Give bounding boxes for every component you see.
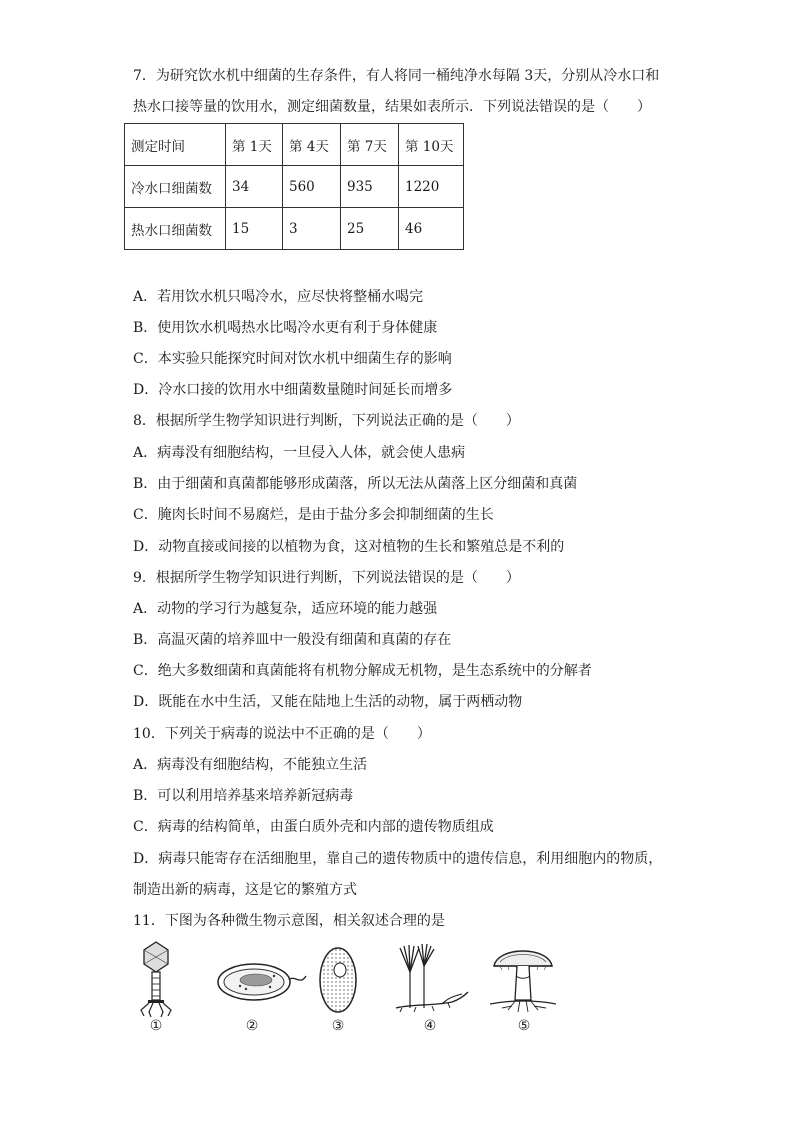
q10-option-c: C．病毒的结构简单，由蛋白质外壳和内部的遗传物质组成 [133, 819, 494, 835]
q10-option-a: A．病毒没有细胞结构，不能独立生活 [133, 757, 368, 773]
q9-stem: 9．根据所学生物学知识进行判断，下列说法错误的是（ ） [133, 570, 520, 586]
table-header-cell: 第 1天 [226, 124, 283, 166]
q7-option-b: B．使用饮水机喝热水比喝冷水更有利于身体健康 [133, 320, 438, 336]
bacteria-count-table [124, 123, 464, 250]
yeast-illustration [318, 944, 358, 1016]
q9-option-a: A．动物的学习行为越复杂，适应环境的能力越强 [133, 601, 438, 617]
q9-option-c: C．绝大多数细菌和真菌能将有机物分解成无机物，是生态系统中的分解者 [133, 663, 592, 679]
figure-label-4: ④ [423, 1018, 437, 1034]
q8-option-a: A．病毒没有细胞结构，一旦侵入人体，就会使人患病 [133, 445, 466, 461]
figure-label-2: ② [245, 1018, 259, 1034]
table-cell: 560 [283, 166, 341, 208]
q10-option-d-line1: D．病毒只能寄存在活细胞里，靠自己的遗传物质中的遗传信息，利用细胞内的物质， [133, 851, 663, 867]
q10-option-d-line2: 制造出新的病毒，这是它的繁殖方式 [133, 882, 357, 898]
q10-stem: 10．下列关于病毒的说法中不正确的是（ ） [133, 726, 431, 742]
q8-option-d: D．动物直接或间接的以植物为食，这对植物的生长和繁殖总是不利的 [133, 539, 565, 555]
table-header-cell: 第 10天 [399, 124, 464, 166]
table-cell: 1220 [399, 166, 464, 208]
table-cell: 3 [283, 208, 341, 250]
table-header-row [125, 124, 464, 166]
table-cell: 冷水口细菌数 [125, 166, 226, 208]
q7-stem-line2: 热水口接等量的饮用水，测定细菌数量，结果如表所示．下列说法错误的是（ ） [133, 99, 651, 115]
q10-option-b: B．可以利用培养基来培养新冠病毒 [133, 788, 354, 804]
q11-stem: 11．下图为各种微生物示意图，相关叙述合理的是 [133, 913, 445, 929]
mushroom-illustration [490, 942, 556, 1014]
figure-label-3: ③ [331, 1018, 345, 1034]
table-header-cell: 第 4天 [283, 124, 341, 166]
q7-option-a: A．若用饮水机只喝冷水，应尽快将整桶水喝完 [133, 289, 424, 305]
table-row [125, 166, 464, 208]
table-header-cell: 第 7天 [341, 124, 399, 166]
microorganism-figure [130, 940, 550, 1035]
q9-option-b: B．高温灭菌的培养皿中一般没有细菌和真菌的存在 [133, 632, 452, 648]
q9-option-d: D．既能在水中生活，又能在陆地上生活的动物，属于两栖动物 [133, 694, 523, 710]
table-header-cell: 测定时间 [125, 124, 226, 166]
table-cell: 热水口细菌数 [125, 208, 226, 250]
table-row [125, 208, 464, 250]
virus-illustration [136, 940, 176, 1018]
table-cell: 46 [399, 208, 464, 250]
bacterium-illustration [216, 956, 308, 1006]
q7-option-d: D．冷水口接的饮用水中细菌数量随时间延长而增多 [133, 382, 453, 398]
q7-stem-line1: 7．为研究饮水机中细菌的生存条件，有人将同一桶纯净水每隔 3天，分别从冷水口和 [133, 68, 660, 84]
mold-illustration [392, 944, 472, 1014]
q8-option-b: B．由于细菌和真菌都能够形成菌落，所以无法从菌落上区分细菌和真菌 [133, 476, 578, 492]
table-cell: 935 [341, 166, 399, 208]
table-cell: 25 [341, 208, 399, 250]
figure-label-5: ⑤ [517, 1018, 531, 1034]
figure-label-1: ① [149, 1018, 163, 1034]
table-cell: 34 [226, 166, 283, 208]
q8-stem: 8．根据所学生物学知识进行判断，下列说法正确的是（ ） [133, 413, 520, 429]
q7-option-c: C．本实验只能探究时间对饮水机中细菌生存的影响 [133, 351, 452, 367]
table-cell: 15 [226, 208, 283, 250]
q8-option-c: C．腌肉长时间不易腐烂，是由于盐分多会抑制细菌的生长 [133, 507, 494, 523]
